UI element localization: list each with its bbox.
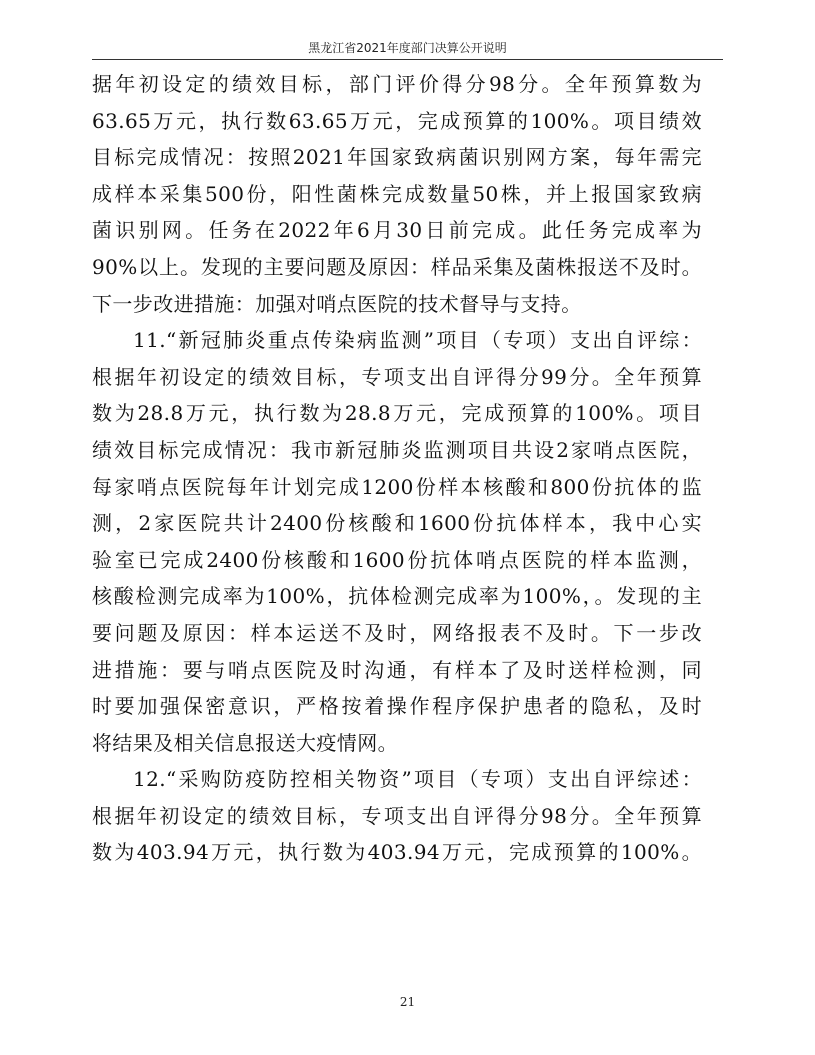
header-divider <box>92 59 723 60</box>
text-line: 成样本采集500份，阳性菌株完成数量50株，并上报国家致病 <box>92 181 702 206</box>
text-line: 90%以上。发现的主要问题及原因：样品采集及菌株报送不及时。 <box>92 254 702 279</box>
text-line: 每家哨点医院每年计划完成1200份样本核酸和800份抗体的监 <box>92 474 702 499</box>
page-number: 21 <box>399 995 416 1009</box>
text-line: 63.65万元，执行数63.65万元，完成预算的100%。项目绩效 <box>92 108 702 133</box>
body-text <box>92 66 702 871</box>
text-line: 根据年初设定的绩效目标，专项支出自评得分98分。全年预算 <box>92 803 702 828</box>
text-line: 验室已完成2400份核酸和1600份抗体哨点医院的样本监测， <box>92 547 702 572</box>
text-line: 数为28.8万元，执行数为28.8万元，完成预算的100%。项目 <box>92 401 702 426</box>
text-line: 要问题及原因：样本运送不及时，网络报表不及时。下一步改 <box>92 620 702 645</box>
text-line: 数为403.94万元，执行数为403.94万元，完成预算的100%。 <box>92 840 702 865</box>
text-line: 核酸检测完成率为100%，抗体检测完成率为100%，。发现的主 <box>92 584 702 609</box>
text-line: 时要加强保密意识，严格按着操作程序保护患者的隐私，及时 <box>92 694 702 719</box>
text-line: 根据年初设定的绩效目标，专项支出自评得分99分。全年预算 <box>92 364 702 389</box>
text-line: 绩效目标完成情况：我市新冠肺炎监测项目共设2家哨点医院， <box>92 437 702 462</box>
paragraph-start-line: 11.“新冠肺炎重点传染病监测”项目（专项）支出自评综： <box>133 328 702 353</box>
text-line: 目标完成情况：按照2021年国家致病菌识别网方案，每年需完 <box>92 145 702 170</box>
text-line: 将结果及相关信息报送大疫情网。 <box>92 730 398 755</box>
text-line: 进措施：要与哨点医院及时沟通，有样本了及时送样检测，同 <box>92 657 702 682</box>
text-line: 测，2家医院共计2400份核酸和1600份抗体样本，我中心实 <box>92 511 702 536</box>
page-header: 黑龙江省2021年度部门决算公开说明 <box>308 41 507 55</box>
text-line: 菌识别网。任务在2022年6月30日前完成。此任务完成率为 <box>92 218 702 243</box>
paragraph-start-line: 12.“采购防疫防控相关物资”项目（专项）支出自评综述： <box>133 767 702 792</box>
text-line: 据年初设定的绩效目标，部门评价得分98分。全年预算数为 <box>92 72 702 96</box>
text-line: 下一步改进措施：加强对哨点医院的技术督导与支持。 <box>92 291 582 316</box>
